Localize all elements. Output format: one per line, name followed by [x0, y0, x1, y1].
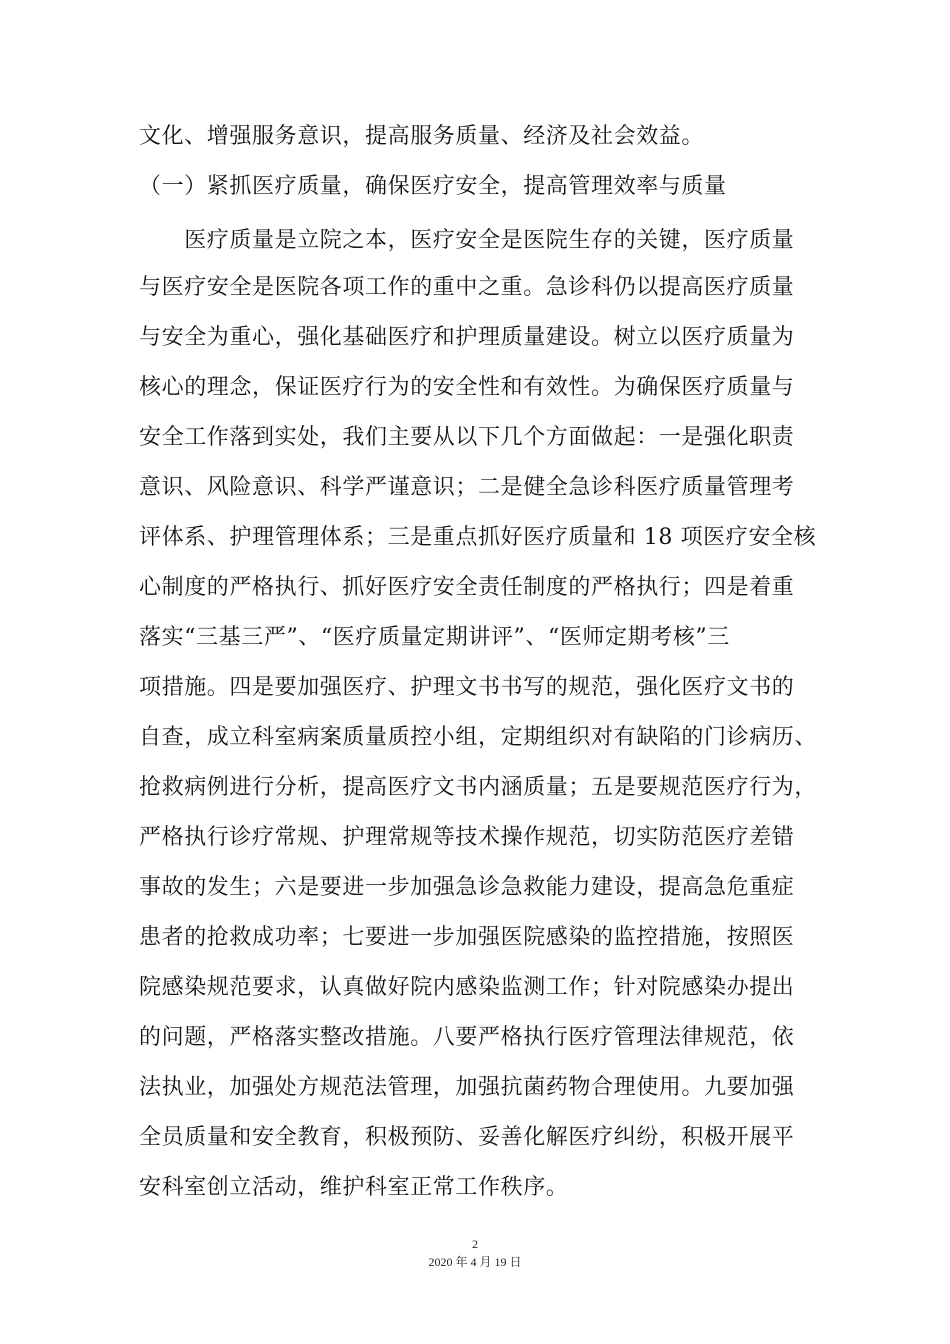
text-line: 文化、增强服务意识，提高服务质量、经济及社会效益。	[139, 124, 705, 149]
section-heading: （一）紧抓医疗质量，确保医疗安全，提高管理效率与质量	[139, 174, 727, 199]
text-line: 意识、风险意识、科学严谨意识；二是健全急诊科医疗质量管理考	[139, 475, 795, 500]
text-line: 项措施。四是要加强医疗、护理文书书写的规范，强化医疗文书的	[139, 675, 795, 700]
text-line: 院感染规范要求，认真做好院内感染监测工作；针对院感染办提出	[139, 975, 795, 1000]
footer-date: 2020 年 4 月 19 日	[428, 1255, 522, 1269]
text-line: 安科室创立活动，维护科室正常工作秩序。	[139, 1175, 569, 1200]
text-line: 心制度的严格执行、抓好医疗安全责任制度的严格执行；四是着重	[139, 575, 795, 600]
text-line: 与安全为重心，强化基础医疗和护理质量建设。树立以医疗质量为	[139, 325, 795, 350]
text-line: 全员质量和安全教育，积极预防、妥善化解医疗纠纷，积极开展平	[139, 1125, 795, 1150]
text-line: 自查，成立科室病案质量质控小组，定期组织对有缺陷的门诊病历、	[139, 725, 818, 750]
text-line: 事故的发生；六是要进一步加强急诊急救能力建设，提高急危重症	[139, 875, 795, 900]
text-line: 与医疗安全是医院各项工作的重中之重。急诊科仍以提高医疗质量	[139, 275, 795, 300]
text-line: 患者的抢救成功率；七要进一步加强医院感染的监控措施，按照医	[139, 925, 795, 950]
text-line: 核心的理念，保证医疗行为的安全性和有效性。为确保医疗质量与	[139, 375, 795, 400]
page-number: 2	[472, 1237, 478, 1251]
text-line: 安全工作落到实处，我们主要从以下几个方面做起：一是强化职责	[139, 425, 795, 450]
text-line: 医疗质量是立院之本，医疗安全是医院生存的关键，医疗质量	[139, 228, 795, 253]
text-line: 抢救病例进行分析，提高医疗文书内涵质量；五是要规范医疗行为，	[139, 775, 818, 800]
text-line: 法执业，加强处方规范法管理，加强抗菌药物合理使用。九要加强	[139, 1075, 795, 1100]
text-line: 落实“三基三严”、“医疗质量定期讲评”、“医师定期考核”三	[139, 625, 730, 650]
text-line: 的问题，严格落实整改措施。八要严格执行医疗管理法律规范，依	[139, 1025, 795, 1050]
text-line: 严格执行诊疗常规、护理常规等技术操作规范，切实防范医疗差错	[139, 825, 795, 850]
text-line: 评体系、护理管理体系；三是重点抓好医疗质量和 18 项医疗安全核	[139, 525, 817, 550]
